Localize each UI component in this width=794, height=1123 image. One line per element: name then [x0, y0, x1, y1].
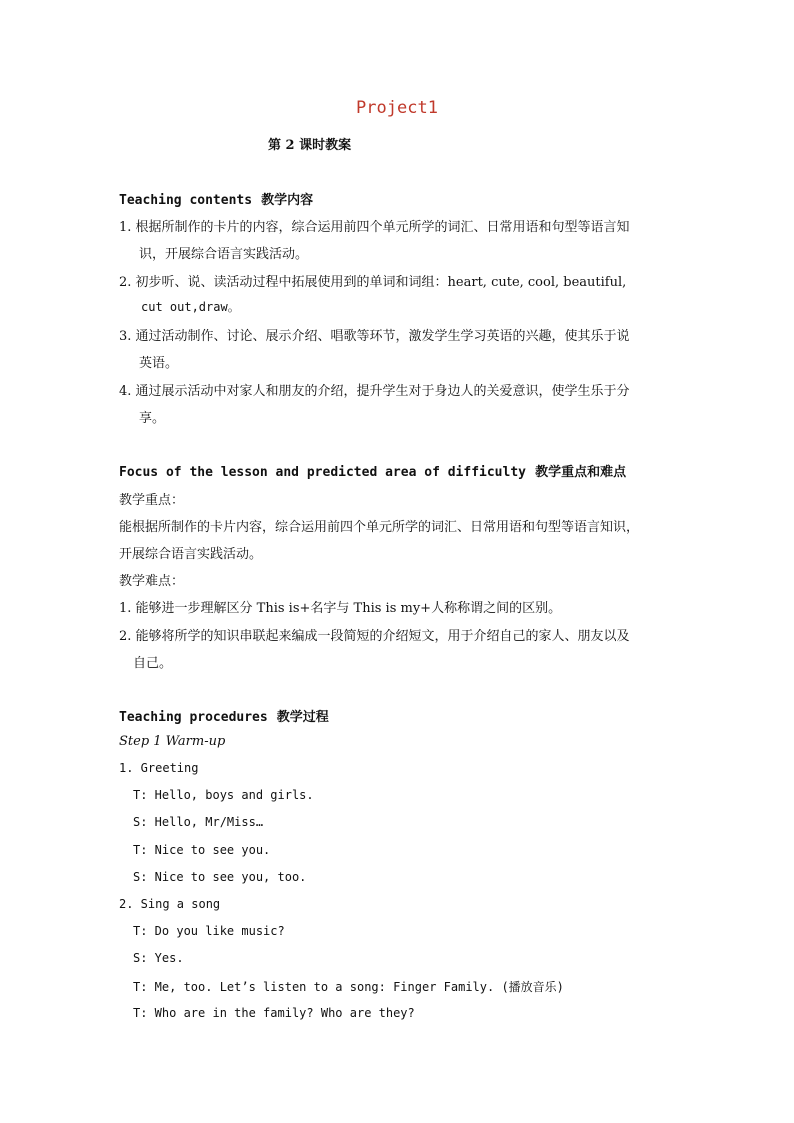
key-points-text: 能根据所制作的卡片内容，综合运用前四个单元所学的词汇、日常用语和句型等语言知识，	[119, 520, 640, 535]
difficult-points-label: 教学难点：	[119, 574, 185, 589]
heading-en: Teaching contents	[119, 193, 253, 208]
list-item: 1. 根据所制作的卡片的内容，综合运用前四个单元所学的词汇、日常用语和句型等语言知	[119, 220, 630, 235]
list-item: 2. 能够将所学的知识串联起来编成一段简短的介绍短文，用于介绍自己的家人、朋友以及	[119, 629, 630, 644]
list-item-continuation: 享。	[139, 411, 166, 426]
list-item-continuation: 自己。	[133, 656, 173, 671]
subsection-title: 2. Sing a song	[119, 897, 221, 911]
dialogue-line: T: Me, too. Let’s listen to a song: Finger Family. (播放音乐)	[133, 980, 564, 994]
list-item: 2. 初步听、说、读活动过程中拓展使用到的单词和词组：heart, cute, cool, beautiful,	[119, 275, 627, 290]
list-item: 4. 通过展示活动中对家人和朋友的介绍，提升学生对于身边人的关爱意识，使学生乐于分	[119, 384, 630, 399]
heading-cn: 教学过程	[276, 710, 329, 725]
dialogue-line: S: Yes.	[133, 951, 184, 965]
heading-cn: 教学重点和难点	[535, 465, 627, 480]
section-heading-focus	[119, 461, 626, 480]
subsection-title: 1. Greeting	[119, 761, 199, 775]
heading-en: Teaching procedures	[119, 710, 268, 725]
heading-cn: 教学内容	[261, 193, 314, 208]
dialogue-line: T: Nice to see you.	[133, 843, 271, 857]
dialogue-line: S: Hello, Mr/Miss…	[133, 815, 264, 829]
section-heading-procedures	[119, 706, 329, 725]
section-heading-teaching-contents	[119, 189, 313, 208]
dialogue-line: S: Nice to see you, too.	[133, 870, 307, 884]
step-title: Step 1 Warm-up	[119, 734, 226, 749]
list-item: 1. 能够进一步理解区分 This is+名字与 This is my+人称称谓之间的区别。	[119, 601, 562, 616]
dialogue-line: T: Hello, boys and girls.	[133, 788, 314, 802]
key-points-label: 教学重点：	[119, 493, 185, 508]
list-item-continuation: 识，开展综合语言实践活动。	[139, 247, 309, 262]
key-points-text: 开展综合语言实践活动。	[119, 547, 263, 562]
heading-en: Focus of the lesson and predicted area of difficulty	[119, 465, 526, 480]
list-item-continuation: 英语。	[139, 356, 179, 371]
list-item-continuation: cut out,draw。	[141, 300, 240, 314]
dialogue-line: T: Do you like music?	[133, 924, 285, 938]
document-title: Project1	[356, 98, 438, 118]
dialogue-line: T: Who are in the family? Who are they?	[133, 1006, 415, 1020]
document-subtitle: 第 2 课时教案	[268, 138, 352, 153]
list-item: 3. 通过活动制作、讨论、展示介绍、唱歌等环节，激发学生学习英语的兴趣，使其乐于说	[119, 329, 630, 344]
